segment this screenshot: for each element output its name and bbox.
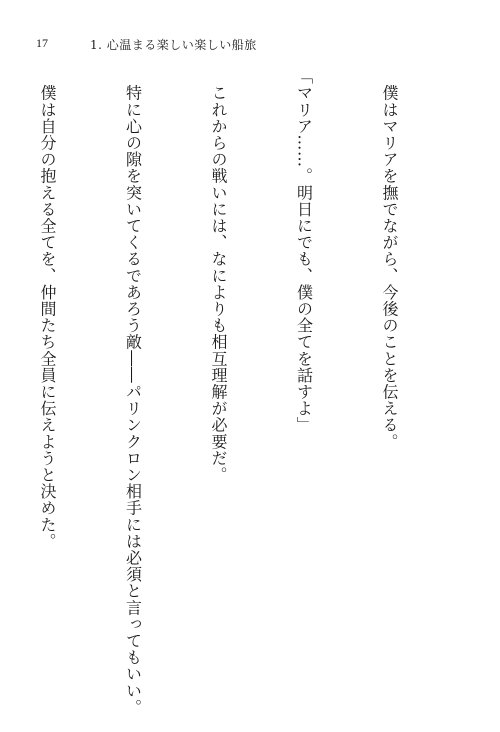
running-head: 1. 心温まる楽しい楽しい船旅 [90, 38, 257, 52]
text-line: これからの戦いには、なによりも相互理解が必要だ。 [209, 68, 228, 483]
page-number: 17 [36, 36, 48, 50]
text-line: 僕は自分の抱える全てを、仲間たち全員に伝えようと決めた。 [38, 68, 57, 550]
body-text [0, 68, 460, 716]
text-line: 僕はマリアを撫でながら、今後のことを伝える。 [380, 68, 399, 450]
text-line: 特に心の隙を突いてくるであろう敵――パリンクロン相手には必須と言ってもいい。 [123, 68, 143, 716]
text-line: 「マリア……。明日にでも、僕の全てを話すよ」 [294, 68, 314, 434]
